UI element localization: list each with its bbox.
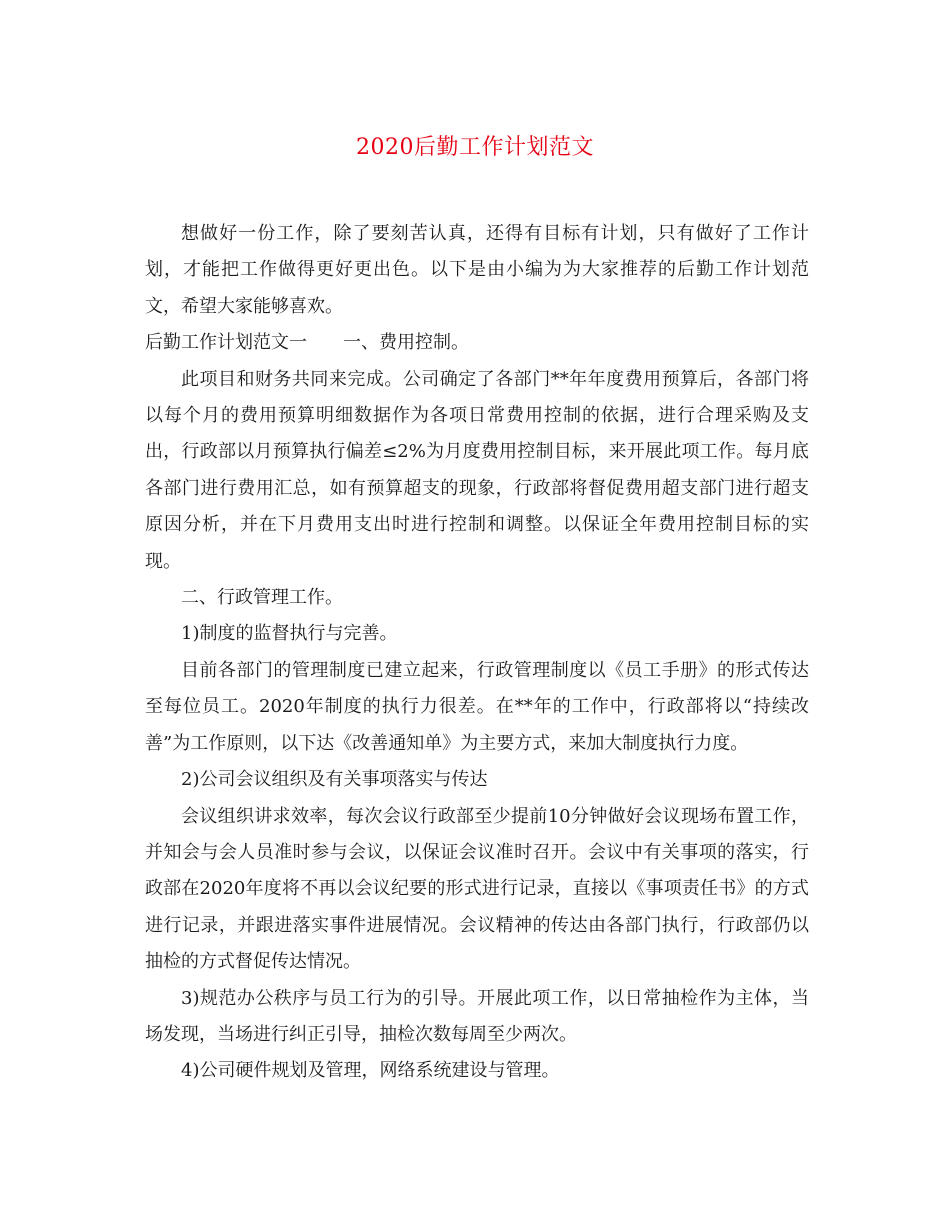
subheading-4: 4)公司硬件规划及管理，网络系统建设与管理。 [181,1060,560,1082]
subheading-1: 1)制度的监督执行与完善。 [181,623,398,645]
document-title: 2020后勤工作计划范文 [356,135,594,160]
section-heading-1: 后勤工作计划范文一 一、费用控制。 [145,332,469,354]
paragraph-office-order: 3)规范办公秩序与员工行为的引导。开展此项工作，以日常抽检作为主体，当场发现，当场进行纠正引导，抽检次数每周至少两次。 [145,987,809,1045]
paragraph-intro: 想做好一份工作，除了要刻苦认真，还得有目标有计划，只有做好了工作计划，才能把工作做得更好更出色。以下是由小编为为大家推荐的后勤工作计划范文，希望大家能够喜欢。 [145,223,809,317]
paragraph-cost-control: 此项目和财务共同来完成。公司确定了各部门**年年度费用预算后，各部门将以每个月的费用预算明细数据作为各项日常费用控制的依据，进行合理采购及支出，行政部以月预算执行偏差≤2%为月度费用控制目标，来开展此项工作。每月底各部门进行费用汇总，如有预算超支的现象，行政部将督促费用超支部门进行超支原因分析，并在下月费用支出时进行控制和调整。以保证全年费用控制目标的实现。 [145,368,809,572]
section-heading-2: 二、行政管理工作。 [181,587,343,609]
paragraph-rules: 目前各部门的管理制度已建立起来，行政管理制度以《员工手册》的形式传达至每位员工。2020年制度的执行力很差。在**年的工作中，行政部将以“持续改善”为工作原则，以下达《改善通知单》为主要方式，来加大制度执行力度。 [145,659,809,754]
paragraph-meetings: 会议组织讲求效率，每次会议行政部至少提前10分钟做好会议现场布置工作，并知会与会人员准时参与会议，以保证会议准时召开。会议中有关事项的落实，行政部在2020年度将不再以会议纪要的形式进行记录，直接以《事项责任书》的方式进行记录，并跟进落实事件进展情况。会议精神的传达由各部门执行，行政部仍以抽检的方式督促传达情况。 [145,805,809,973]
document-body [145,216,809,1090]
subheading-2: 2)公司会议组织及有关事项落实与传达 [181,769,488,791]
